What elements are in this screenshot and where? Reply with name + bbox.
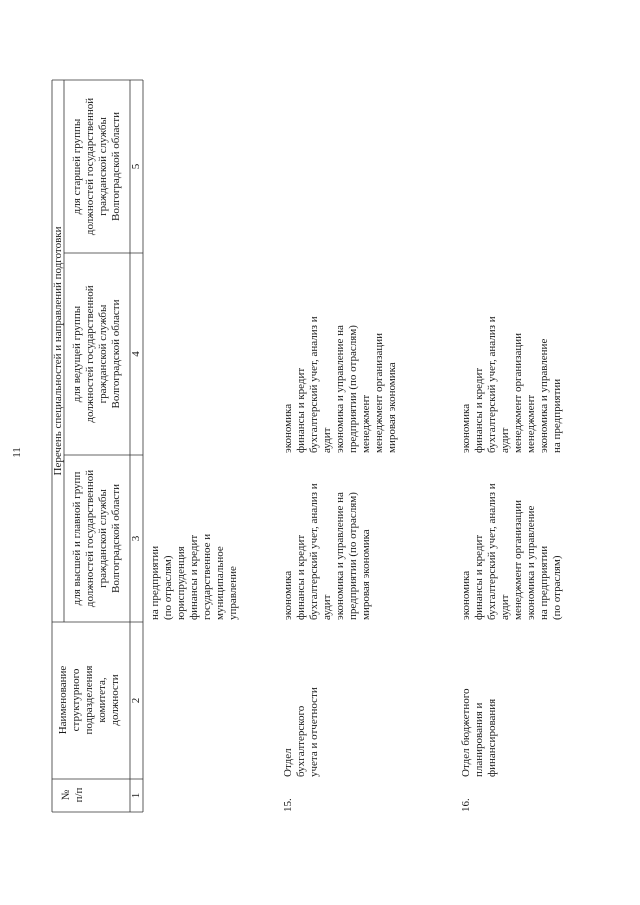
- list-item: аудит: [321, 594, 333, 620]
- header-spanning: Перечень специальностей и направлений подготовки: [52, 226, 64, 476]
- list-item: менеджмент организации: [512, 332, 524, 453]
- header-text: подразделения: [83, 665, 95, 735]
- list-item: аудит: [321, 427, 333, 453]
- list-item: менеджмент: [525, 394, 537, 453]
- list-item: (по отраслям): [551, 555, 563, 620]
- list-item: государственное и: [201, 533, 213, 620]
- list-item: финансы и кредит: [295, 534, 307, 620]
- row-15-name: [282, 687, 321, 777]
- header-text: должности: [109, 674, 121, 726]
- list-item: мировая экономика: [386, 362, 398, 453]
- header-col-high: [71, 457, 123, 620]
- list-item: экономика и управление на: [334, 325, 346, 453]
- header-text: №: [60, 789, 72, 801]
- list-item: финансы и кредит: [473, 367, 485, 453]
- list-item: менеджмент: [360, 394, 372, 453]
- list-item: юриспруденция: [175, 546, 187, 620]
- header-text: должностей государственной: [84, 285, 96, 423]
- list-item: на предприятии: [551, 378, 563, 453]
- header-text: Наименование: [57, 665, 69, 735]
- list-item: предприятии (по отраслям): [347, 492, 359, 620]
- list-item: аудит: [499, 594, 511, 620]
- header-text: Волгоградской области: [110, 484, 122, 593]
- list-item: предприятии (по отраслям): [347, 325, 359, 453]
- header-text: должностей государственной: [84, 97, 96, 236]
- column-number: 3: [130, 535, 142, 542]
- list-item: менеджмент организации: [512, 499, 524, 620]
- column-number: 4: [130, 351, 142, 357]
- name-line: учета и отчетности: [308, 687, 320, 777]
- table-row-continuation-col3: [149, 534, 240, 620]
- column-number: 5: [130, 163, 142, 170]
- list-item: экономика и управление на: [334, 492, 346, 620]
- header-text: гражданской службы: [97, 304, 109, 404]
- list-item: экономика: [460, 403, 472, 453]
- list-item: на предприятии: [538, 545, 550, 620]
- list-item: экономика: [282, 403, 294, 453]
- header-text: структурного: [70, 668, 82, 732]
- list-item: менеджмент организации: [373, 332, 385, 453]
- list-item: на предприятии: [149, 545, 161, 620]
- list-item: муниципальное: [214, 546, 226, 620]
- list-item: бухгалтерский учет, анализ и: [308, 483, 320, 620]
- list-item: финансы и кредит: [295, 367, 307, 453]
- header-text: гражданской службы: [97, 117, 109, 216]
- name-line: бухгалтерского: [295, 705, 307, 777]
- row-number: 16.: [460, 798, 472, 812]
- list-item: экономика: [460, 570, 472, 620]
- row-16-name: [460, 689, 499, 777]
- row-16-col4: [460, 316, 564, 453]
- header-text: должностей государственной: [84, 469, 96, 608]
- list-item: бухгалтерский учет, анализ и: [486, 316, 498, 453]
- list-item: экономика и управление: [525, 505, 537, 620]
- page-number: 11: [11, 447, 23, 458]
- list-item: экономика и управление: [538, 338, 550, 453]
- header-text: для ведущей группы: [71, 305, 83, 403]
- list-item: финансы и кредит: [473, 534, 485, 620]
- row-15-col4: [282, 316, 399, 453]
- header-text: п/п: [73, 787, 85, 803]
- header-col-leading: [71, 255, 123, 453]
- header-text: для старшей группы: [71, 118, 83, 215]
- header-text: гражданской службы: [97, 489, 109, 588]
- header-col-name: [57, 623, 122, 777]
- list-item: (по отраслям): [162, 555, 174, 620]
- header-text: для высшей и главной групп: [71, 471, 83, 606]
- list-item: бухгалтерский учет, анализ и: [308, 316, 320, 453]
- header-col-senior: [71, 82, 123, 251]
- list-item: управление: [227, 566, 239, 620]
- list-item: аудит: [499, 427, 511, 453]
- header-col-num: [60, 780, 86, 810]
- name-line: планирования и: [473, 702, 485, 777]
- row-15-col3: [282, 483, 373, 620]
- name-line: Отдел: [282, 748, 294, 777]
- list-item: бухгалтерский учет, анализ и: [486, 483, 498, 620]
- column-number: 1: [130, 792, 142, 799]
- name-line: финансирования: [486, 698, 498, 777]
- header-text: Волгоградской области: [110, 112, 122, 221]
- name-line: Отдел бюджетного: [460, 688, 472, 777]
- list-item: экономика: [282, 570, 294, 620]
- list-item: мировая экономика: [360, 529, 372, 620]
- header-text: комитета,: [96, 677, 108, 723]
- column-number: 2: [130, 697, 142, 704]
- header-text: Волгоградской области: [110, 299, 122, 409]
- row-number: 15.: [282, 798, 294, 812]
- row-16-col3: [460, 483, 564, 620]
- list-item: финансы и кредит: [188, 534, 200, 620]
